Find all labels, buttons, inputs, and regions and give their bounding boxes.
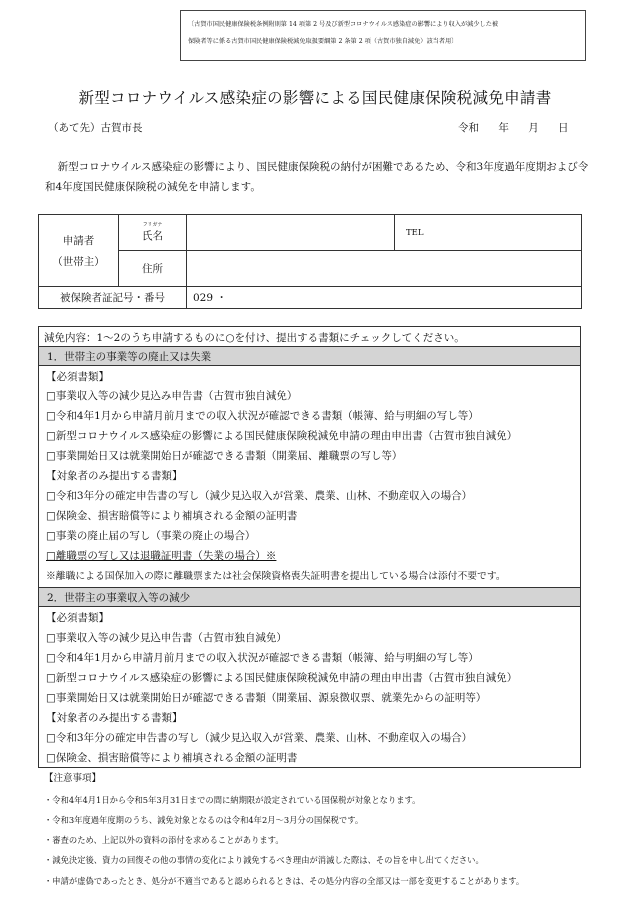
note-item: ・令和4年4月1日から令和5年3月31日までの間に納期限が設定されている国保税が対象となります。 bbox=[44, 795, 421, 805]
addressee: （あて先）古賀市長 bbox=[48, 122, 143, 134]
legal-reference-line: 保険者等に係る古賀市国民健康保険税減免取扱要綱第 2 条第 2 項（古賀市独自減免）該当者用〕 bbox=[188, 38, 458, 45]
name-field[interactable] bbox=[187, 215, 395, 251]
legal-reference-line: 〔古賀市国民健康保険税条例附則第 14 項第 2 号及び新型コロナウイルス感染症の影響により収入が減少した被 bbox=[188, 21, 499, 28]
applicant-label: 申請者 bbox=[62, 234, 95, 247]
date-era: 令和 bbox=[458, 122, 479, 134]
name-label-cell bbox=[119, 215, 187, 251]
address-field[interactable] bbox=[187, 251, 582, 287]
section2-required-label: 【必須書類】 bbox=[46, 612, 109, 624]
householder-label: （世帯主） bbox=[52, 255, 105, 268]
note-item: ・審査のため、上記以外の資料の添付を求めることがあります。 bbox=[44, 835, 284, 845]
section1-header[interactable]: 1．世帯主の事業等の廃止又は失業 bbox=[39, 346, 580, 366]
section2-required-item[interactable]: □事業開始日又は就業開始日が確認できる書類（開業届、源泉徴収票、就業先からの証明等） bbox=[46, 692, 487, 704]
note-item: ・申請が虚偽であったとき、処分が不適当であると認められるときは、その処分内容の全部又は一部を変更することがあります。 bbox=[44, 876, 525, 886]
section2-required-item[interactable]: □新型コロナウイルス感染症の影響による国民健康保険税減免申請の理由申出書（古賀市独自減免） bbox=[46, 672, 518, 684]
document-title: 新型コロナウイルス感染症の影響による国民健康保険税減免申請書 bbox=[78, 89, 552, 107]
applicant-label-cell bbox=[39, 215, 119, 287]
name-label: 氏名 bbox=[142, 230, 163, 242]
date-day: 日 bbox=[558, 122, 569, 134]
section1-required-item[interactable]: □令和4年1月から申請月前月までの収入状況が確認できる書類（帳簿、給与明細の写し等） bbox=[46, 410, 479, 422]
section2-required-item[interactable]: □令和4年1月から申請月前月までの収入状況が確認できる書類（帳簿、給与明細の写し等） bbox=[46, 652, 479, 664]
section2-header[interactable]: 2．世帯主の事業収入等の減少 bbox=[39, 587, 580, 607]
section1-required-item[interactable]: □新型コロナウイルス感染症の影響による国民健康保険税減免申請の理由申出書（古賀市独自減免） bbox=[46, 430, 518, 442]
section1-required-label: 【必須書類】 bbox=[46, 371, 109, 383]
tel-field[interactable] bbox=[435, 215, 582, 251]
legal-reference-box bbox=[180, 10, 586, 61]
section2-conditional-label: 【対象者のみ提出する書類】 bbox=[46, 712, 183, 724]
insurance-number-value: 029 ・ bbox=[193, 292, 227, 304]
note-item: ・減免決定後、資力の回復その他の事情の変化により減免するべき理由が消滅した際は、その旨を申し出てください。 bbox=[44, 855, 484, 865]
application-date[interactable] bbox=[458, 120, 569, 135]
section1-required-item[interactable]: □事業収入等の減少見込み申告書（古賀市独自減免） bbox=[46, 390, 298, 402]
section1-conditional-item[interactable]: □令和3年分の確定申告書の写し（減少見込収入が営業、農業、山林、不動産収入の場合） bbox=[46, 490, 473, 502]
date-month: 月 bbox=[528, 122, 539, 134]
section1-conditional-label: 【対象者のみ提出する書類】 bbox=[46, 470, 183, 482]
section1-conditional-item[interactable]: □事業の廃止届の写し（事業の廃止の場合） bbox=[46, 530, 256, 542]
tel-label: TEL bbox=[395, 215, 435, 251]
section1-conditional-item[interactable]: □保険金、損害賠償等により補填される金額の証明書 bbox=[46, 510, 298, 522]
section1-unemployment-item[interactable]: □離職票の写し又は退職証明書（失業の場合）※ bbox=[46, 550, 277, 562]
section1-unemployment-note: ※離職による国保加入の際に離職票または社会保険資格喪失証明書を提出している場合は添付不要です。 bbox=[46, 571, 506, 582]
insurance-number-field[interactable] bbox=[187, 287, 582, 309]
instructions: 減免内容：1～2のうち申請するものに○を付け、提出する書類にチェックしてください。 bbox=[44, 332, 465, 344]
intro-paragraph: 新型コロナウイルス感染症の影響により、国民健康保険税の納付が困難であるため、令和3年度過年度期および令和4年度国民健康保険税の減免を申請します。 bbox=[45, 161, 589, 193]
applicant-table bbox=[38, 214, 582, 309]
section2-conditional-item[interactable]: □令和3年分の確定申告書の写し（減少見込収入が営業、農業、山林、不動産収入の場合） bbox=[46, 732, 473, 744]
address-label: 住所 bbox=[119, 251, 187, 287]
section2-required-item[interactable]: □事業収入等の減少見込申告書（古賀市独自減免） bbox=[46, 632, 287, 644]
date-year: 年 bbox=[498, 122, 509, 134]
insurance-number-label: 被保険者証記号・番号 bbox=[39, 287, 187, 309]
section2-conditional-item[interactable]: □保険金、損害賠償等により補填される金額の証明書 bbox=[46, 752, 298, 764]
furigana-label: フリガナ bbox=[142, 222, 163, 228]
section1-required-item[interactable]: □事業開始日又は就業開始日が確認できる書類（開業届、離職票の写し等） bbox=[46, 450, 403, 462]
note-item: ・令和3年度過年度期のうち、減免対象となるのは令和4年2月～3月分の国保税です。 bbox=[44, 815, 364, 825]
notes-label: 【注意事項】 bbox=[44, 773, 102, 784]
